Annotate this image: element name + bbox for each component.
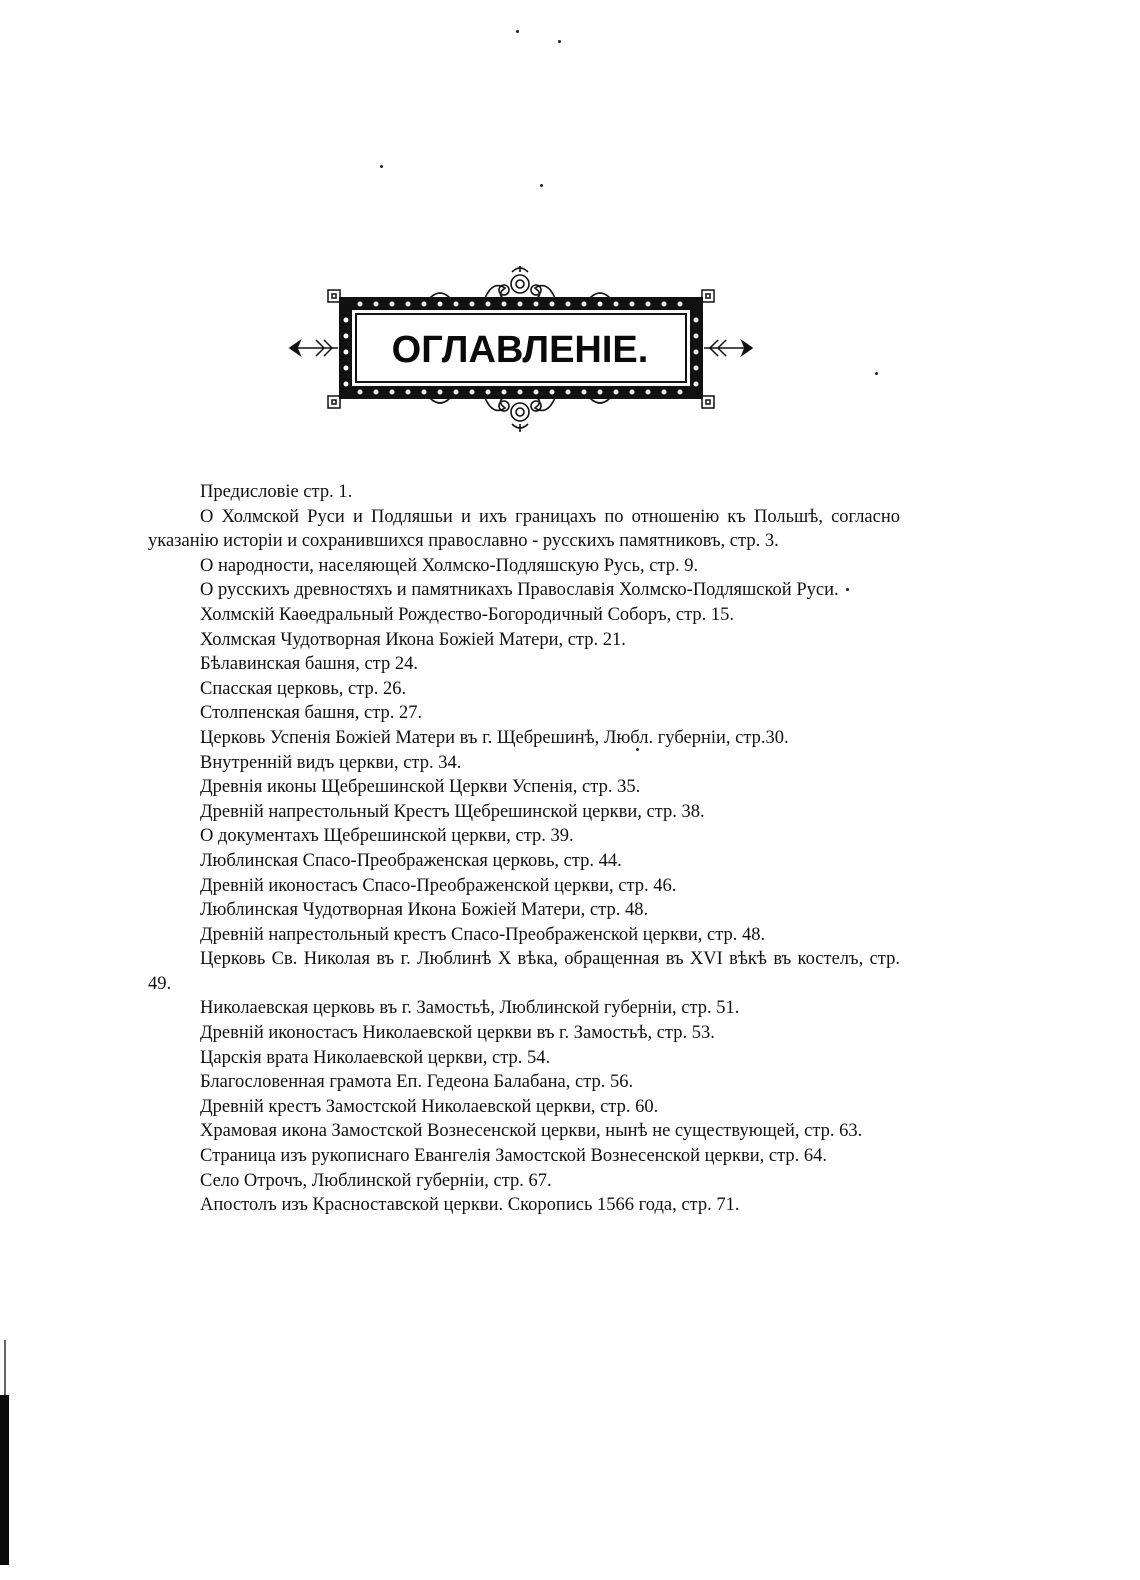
toc-entry: Древній напрестольный Крестъ Щебрешинской церкви, стр. 38. [200,801,705,822]
toc-entry: Николаевская церковь въ г. Замостьѣ, Люблинской губерніи, стр. 51. [200,998,740,1019]
toc-entry: Благословенная грамота Еп. Гедеона Балабана, стр. 56. [200,1072,634,1093]
toc-entry: Бѣлавинская башня, стр 24. [200,654,418,675]
binding-edge [4,1340,6,1400]
ornamental-heading-frame [280,262,760,437]
scan-speck [558,40,561,43]
page-title: ОГЛАВЛЕНІЕ. [391,329,649,371]
toc-entry: Древній напрестольный крестъ Спасо-Преображенской церкви, стр. 48. [200,924,766,945]
table-of-contents [148,480,900,1218]
scan-speck [875,372,878,375]
toc-entry: Спасская церковь, стр. 26. [200,678,407,699]
toc-entry: Предисловіе стр. 1. [200,482,353,502]
toc-entry: Древній иконостасъ Николаевской церкви въ г. Замостьѣ, стр. 53. [200,1023,715,1044]
toc-entry: Царскія врата Николаевской церкви, стр. 54. [200,1047,551,1068]
toc-entry: О Холмской Руси и Подляшьи и ихъ границахъ по отношенію къ Польшѣ, согласно указанію исторіи и сохранившихся православно - русскихъ памятниковъ, стр. 3. [148,506,900,552]
toc-entry: Холмскій Каѳедральный Рождество-Богородичный Соборъ, стр. 15. [200,604,735,625]
toc-entry: Храмовая икона Замостской Вознесенской церкви, нынѣ не существующей, стр. 63. [200,1121,863,1142]
toc-entry: Село Отрочъ, Люблинской губерніи, стр. 67. [200,1170,552,1191]
toc-entry: Страница изъ рукописнаго Евангелія Замостской Вознесенской церкви, стр. 64. [200,1146,828,1167]
toc-entry: О русскихъ древностяхъ и памятникахъ Православія Холмско-Подляшской Руси. [200,580,839,601]
toc-entry: Церковь Св. Николая въ г. Люблинѣ X вѣка, обращенная въ XVI вѣкѣ въ костелъ, стр. 49. [148,949,900,994]
toc-entry: Апостолъ изъ Красноставской церкви. Скоропись 1566 года, стр. 71. [200,1195,740,1216]
scan-speck [540,184,543,187]
toc-entry: Столпенская башня, стр. 27. [200,703,423,724]
toc-entry: Люблинская Чудотворная Икона Божіей Матери, стр. 48. [200,900,649,921]
toc-entry: Люблинская Спасо-Преображенская церковь, стр. 44. [200,850,622,871]
toc-entry: Древній крестъ Замостской Николаевской церкви, стр. 60. [200,1096,659,1117]
toc-entry: Древнія иконы Щебрешинской Церкви Успенія, стр. 35. [200,777,641,798]
toc-entry: Древній иконостасъ Спасо-Преображенской церкви, стр. 46. [200,875,677,896]
toc-entry: О документахъ Щебрешинской церкви, стр. 39. [200,826,574,847]
toc-entry: О народности, населяющей Холмско-Подляшскую Русь, стр. 9. [200,555,699,576]
toc-entry: Холмская Чудотворная Икона Божіей Матери, стр. 21. [200,629,626,650]
toc-entry: Церковь Успенія Божіей Матери въ г. Щебрешинѣ, Любл. губерніи, стр.30. [200,727,789,748]
scan-speck [380,165,383,168]
toc-entry: Внутренній видъ церкви, стр. 34. [200,752,462,773]
scan-speck [516,30,519,33]
binding-edge [0,1395,9,1565]
